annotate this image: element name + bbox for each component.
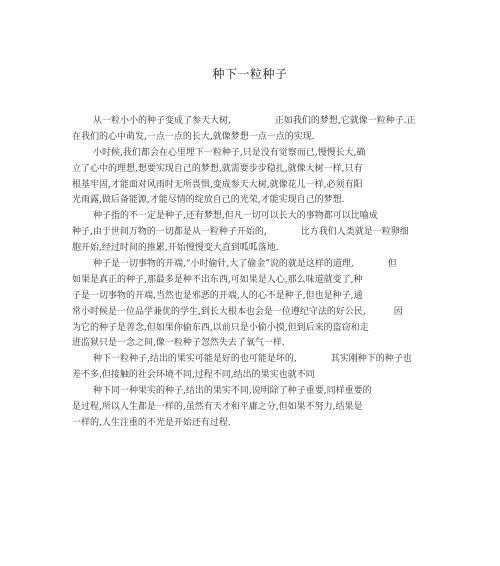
text-segment: 从一粒小小的种子变成了参天大树, bbox=[93, 116, 231, 126]
paragraph-line bbox=[72, 193, 432, 209]
text-segment: 因 bbox=[393, 306, 403, 317]
text-segment: 种下同一种果实的种子,结出的果实不同,说明除了种子重要,同样重要的 bbox=[93, 386, 372, 397]
paragraph-line bbox=[72, 241, 432, 257]
paragraph-line bbox=[72, 305, 432, 321]
text-segment: 小时候,我们都会在心里埋下一粒种子,只是没有觉察而已,慢慢长大,确 bbox=[93, 147, 366, 158]
paragraph-line bbox=[72, 321, 432, 337]
paragraph-line bbox=[72, 178, 432, 194]
text-segment: 进监狱只是一念之间,像一粒种子忽然失去了氧气一样. bbox=[72, 338, 285, 349]
text-segment: 种子指的不一定是种子,还有梦想,但凡一切可以长大的事物都可以比喻成 bbox=[93, 211, 378, 222]
paragraph-line bbox=[72, 400, 432, 416]
text-segment: 种下一粒种子,结出的果实可能是好的也可能是坏的, bbox=[93, 354, 297, 365]
paragraph-line bbox=[72, 130, 432, 146]
text-segment: 差不多,但接触的社会环境不同,过程不同,结出的果实也就不同 bbox=[72, 370, 315, 381]
text-segment: 根基牢固,才能面对风雨时无所畏惧,变成参天大树,就像花儿一样,必须有阳 bbox=[72, 179, 363, 190]
text-segment: 一样的,人生注重的不光是开始还有过程. bbox=[72, 417, 231, 428]
paragraph-line bbox=[72, 416, 432, 432]
paragraph-line bbox=[72, 162, 432, 178]
text-segment: 在我们的心中萌发,一点一点的长大,就像梦想一点一点的实现. bbox=[72, 131, 315, 142]
text-segment: 如果是真正的种子,那最多是种不出东西,可如果是人心,那么味道就变了,种 bbox=[72, 274, 363, 285]
paragraph-line bbox=[72, 209, 432, 225]
paragraph-line bbox=[72, 336, 432, 352]
paragraph-line bbox=[72, 368, 432, 384]
paragraph-line bbox=[72, 257, 432, 273]
text-segment: 立了心中的理想,想要实现自己的梦想,就需要步步稳扎,就像大树一样,只有 bbox=[72, 163, 363, 174]
text-segment: 光雨露,做后备能源,才能尽情的绽放自己的光荣,才能实现自己的梦想. bbox=[72, 195, 345, 206]
text-segment: 胞开始,经过时间的推累,开始慢慢变大直到呱呱落地. bbox=[72, 243, 279, 254]
text-segment: 比方我们人类就是一粒卵细 bbox=[300, 227, 409, 238]
document-body bbox=[72, 114, 432, 432]
paragraph-line bbox=[72, 114, 432, 130]
text-segment: 种子是一切事物的开端,“小时偷针,大了偷金”说的就是这样的道理, bbox=[93, 259, 354, 270]
paragraph-line bbox=[72, 352, 432, 368]
text-segment: 常小时候是一位品学兼优的学生,到长大根本也会是一位遵纪守法的好公民, bbox=[72, 306, 366, 317]
paragraph-line bbox=[72, 225, 432, 241]
text-segment: 是过程,所以人生都是一样的,虽然有天才和平庸之分,但如果不努力,结果是 bbox=[72, 402, 363, 413]
text-segment: 子是一切事物的开端,当然也是邪恶的开端,人的心不是种子,但也是种子,通 bbox=[72, 290, 363, 301]
text-segment: 其实刚种下的种子也 bbox=[330, 354, 412, 365]
text-segment: 为它的种子是善念,但如果你偷东西,以前只是小偷小摸,但到后来的盗窃和走 bbox=[72, 322, 369, 333]
text-segment: 但 bbox=[387, 259, 397, 270]
text-segment: 正如我们的梦想,它就像一粒种子.正 bbox=[274, 116, 416, 126]
paragraph-line bbox=[72, 273, 432, 289]
paragraph-line bbox=[72, 289, 432, 305]
text-segment: 种子,由于世间万物的一切都是从一粒种子开始的, bbox=[72, 227, 267, 238]
paragraph-line bbox=[72, 146, 432, 162]
document-title: 种下一粒种子 bbox=[212, 67, 288, 81]
paragraph-line bbox=[72, 384, 432, 400]
